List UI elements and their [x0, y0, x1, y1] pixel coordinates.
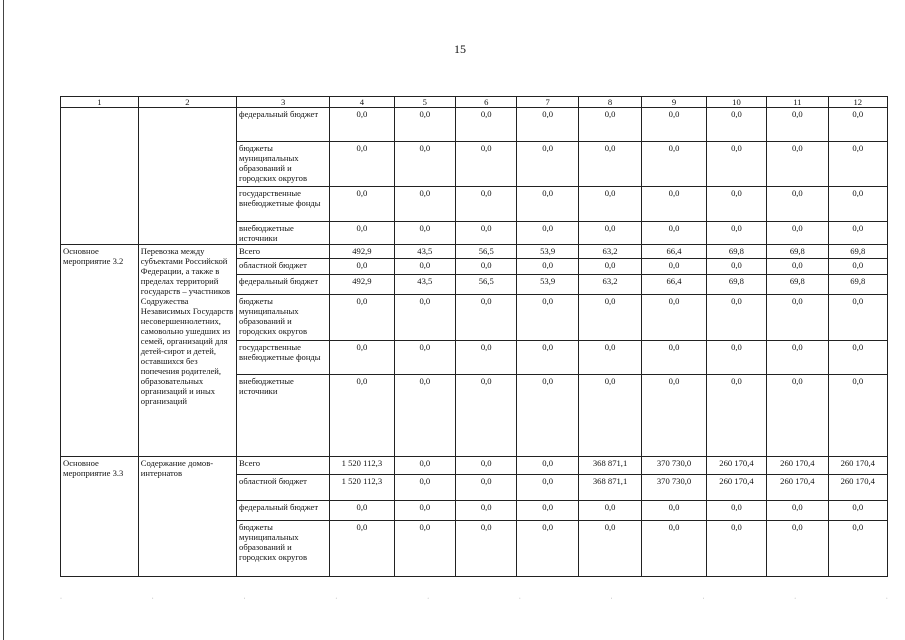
amount-cell: 0,0	[456, 142, 517, 187]
amount-cell: 0,0	[456, 341, 517, 375]
amount-cell: 260 170,4	[828, 457, 887, 475]
funding-source: внебюджетные источники	[237, 222, 330, 245]
table-row	[61, 245, 888, 259]
amount-cell: 0,0	[828, 108, 887, 142]
amount-cell: 69,8	[767, 275, 828, 295]
amount-cell: 0,0	[456, 375, 517, 457]
column-header: 2	[138, 97, 236, 108]
amount-cell: 368 871,1	[578, 457, 641, 475]
amount-cell: 0,0	[394, 475, 455, 501]
funding-source: государственные внебюджетные фонды	[237, 187, 330, 222]
amount-cell: 69,8	[828, 275, 887, 295]
amount-cell: 0,0	[767, 108, 828, 142]
amount-cell: 0,0	[394, 501, 455, 521]
amount-cell: 0,0	[706, 521, 766, 577]
amount-cell: 0,0	[517, 108, 578, 142]
amount-cell: 0,0	[578, 521, 641, 577]
funding-source: областной бюджет	[237, 259, 330, 275]
amount-cell: 0,0	[394, 341, 455, 375]
amount-cell: 0,0	[394, 187, 455, 222]
amount-cell: 53,9	[517, 275, 578, 295]
funding-source: внебюджетные источники	[237, 375, 330, 457]
amount-cell: 0,0	[706, 501, 766, 521]
amount-cell: 368 871,1	[578, 475, 641, 501]
funding-source: бюджеты муниципальных образований и городских округов	[237, 295, 330, 341]
amount-cell: 0,0	[642, 142, 706, 187]
amount-cell: 0,0	[330, 295, 394, 341]
amount-cell: 260 170,4	[706, 457, 766, 475]
amount-cell: 260 170,4	[828, 475, 887, 501]
amount-cell: 0,0	[517, 341, 578, 375]
amount-cell: 0,0	[828, 521, 887, 577]
amount-cell: 0,0	[394, 375, 455, 457]
column-number-row	[61, 97, 888, 108]
amount-cell: 260 170,4	[767, 475, 828, 501]
measure-code-empty	[61, 108, 139, 245]
amount-cell: 0,0	[330, 259, 394, 275]
column-header: 6	[456, 97, 517, 108]
amount-cell: 0,0	[578, 222, 641, 245]
amount-cell: 43,5	[394, 245, 455, 259]
amount-cell: 69,8	[706, 275, 766, 295]
column-header: 11	[767, 97, 828, 108]
scan-edge-marks: · · · · · · · · · ·	[60, 596, 888, 602]
amount-cell: 0,0	[828, 295, 887, 341]
amount-cell: 0,0	[642, 341, 706, 375]
amount-cell: 69,8	[706, 245, 766, 259]
column-header: 3	[237, 97, 330, 108]
amount-cell: 0,0	[578, 142, 641, 187]
column-header: 10	[706, 97, 766, 108]
amount-cell: 0,0	[456, 501, 517, 521]
amount-cell: 1 520 112,3	[330, 475, 394, 501]
amount-cell: 0,0	[642, 108, 706, 142]
column-header: 9	[642, 97, 706, 108]
funding-source: федеральный бюджет	[237, 108, 330, 142]
column-header: 5	[394, 97, 455, 108]
amount-cell: 0,0	[330, 341, 394, 375]
amount-cell: 0,0	[330, 501, 394, 521]
amount-cell: 0,0	[394, 457, 455, 475]
amount-cell: 0,0	[330, 521, 394, 577]
measure-name-empty	[138, 108, 236, 245]
amount-cell: 0,0	[517, 295, 578, 341]
amount-cell: 0,0	[642, 521, 706, 577]
amount-cell: 0,0	[517, 259, 578, 275]
amount-cell: 0,0	[456, 187, 517, 222]
amount-cell: 63,2	[578, 275, 641, 295]
amount-cell: 0,0	[517, 375, 578, 457]
amount-cell: 0,0	[828, 501, 887, 521]
amount-cell: 0,0	[642, 295, 706, 341]
amount-cell: 0,0	[456, 108, 517, 142]
amount-cell: 0,0	[828, 341, 887, 375]
amount-cell: 0,0	[517, 475, 578, 501]
table-row	[61, 457, 888, 475]
amount-cell: 0,0	[394, 222, 455, 245]
funding-source: Всего	[237, 245, 330, 259]
amount-cell: 0,0	[767, 187, 828, 222]
page-number: 15	[454, 42, 466, 56]
amount-cell: 0,0	[767, 521, 828, 577]
amount-cell: 0,0	[456, 457, 517, 475]
amount-cell: 0,0	[706, 295, 766, 341]
amount-cell: 0,0	[394, 295, 455, 341]
measure-code: Основное мероприятие 3.3	[61, 457, 139, 577]
amount-cell: 69,8	[828, 245, 887, 259]
amount-cell: 0,0	[330, 375, 394, 457]
amount-cell: 63,2	[578, 245, 641, 259]
amount-cell: 0,0	[517, 501, 578, 521]
amount-cell: 0,0	[330, 187, 394, 222]
amount-cell: 0,0	[706, 187, 766, 222]
amount-cell: 492,9	[330, 245, 394, 259]
table-row	[61, 108, 888, 142]
amount-cell: 0,0	[517, 521, 578, 577]
funding-source: государственные внебюджетные фонды	[237, 341, 330, 375]
amount-cell: 0,0	[767, 142, 828, 187]
column-header: 4	[330, 97, 394, 108]
amount-cell: 0,0	[767, 341, 828, 375]
amount-cell: 0,0	[456, 222, 517, 245]
amount-cell: 0,0	[706, 142, 766, 187]
amount-cell: 0,0	[517, 222, 578, 245]
column-header: 1	[61, 97, 139, 108]
amount-cell: 56,5	[456, 245, 517, 259]
amount-cell: 0,0	[706, 222, 766, 245]
funding-source: федеральный бюджет	[237, 501, 330, 521]
amount-cell: 260 170,4	[706, 475, 766, 501]
amount-cell: 0,0	[578, 108, 641, 142]
amount-cell: 0,0	[578, 501, 641, 521]
amount-cell: 0,0	[394, 259, 455, 275]
funding-source: бюджеты муниципальных образований и городских округов	[237, 521, 330, 577]
amount-cell: 0,0	[828, 187, 887, 222]
amount-cell: 0,0	[394, 108, 455, 142]
amount-cell: 69,8	[767, 245, 828, 259]
amount-cell: 0,0	[642, 259, 706, 275]
amount-cell: 0,0	[330, 108, 394, 142]
amount-cell: 0,0	[517, 457, 578, 475]
amount-cell: 0,0	[706, 375, 766, 457]
amount-cell: 66,4	[642, 245, 706, 259]
amount-cell: 0,0	[394, 521, 455, 577]
amount-cell: 0,0	[517, 142, 578, 187]
funding-source: федеральный бюджет	[237, 275, 330, 295]
amount-cell: 0,0	[828, 222, 887, 245]
amount-cell: 0,0	[706, 259, 766, 275]
amount-cell: 0,0	[330, 142, 394, 187]
amount-cell: 0,0	[767, 259, 828, 275]
amount-cell: 0,0	[767, 501, 828, 521]
amount-cell: 0,0	[330, 222, 394, 245]
amount-cell: 53,9	[517, 245, 578, 259]
funding-source: областной бюджет	[237, 475, 330, 501]
measure-name: Содержание домов-интернатов	[138, 457, 236, 577]
amount-cell: 0,0	[706, 108, 766, 142]
amount-cell: 260 170,4	[767, 457, 828, 475]
table-body	[61, 108, 888, 577]
amount-cell: 43,5	[394, 275, 455, 295]
amount-cell: 0,0	[517, 187, 578, 222]
amount-cell: 0,0	[642, 187, 706, 222]
amount-cell: 0,0	[578, 375, 641, 457]
amount-cell: 0,0	[456, 259, 517, 275]
amount-cell: 0,0	[828, 375, 887, 457]
amount-cell: 0,0	[578, 259, 641, 275]
amount-cell: 66,4	[642, 275, 706, 295]
column-header: 8	[578, 97, 641, 108]
amount-cell: 0,0	[767, 295, 828, 341]
amount-cell: 0,0	[394, 142, 455, 187]
amount-cell: 0,0	[767, 222, 828, 245]
amount-cell: 0,0	[456, 295, 517, 341]
amount-cell: 0,0	[642, 222, 706, 245]
amount-cell: 0,0	[456, 521, 517, 577]
amount-cell: 370 730,0	[642, 475, 706, 501]
amount-cell: 0,0	[642, 501, 706, 521]
amount-cell: 0,0	[578, 187, 641, 222]
amount-cell: 0,0	[828, 259, 887, 275]
funding-source: Всего	[237, 457, 330, 475]
column-header: 7	[517, 97, 578, 108]
amount-cell: 0,0	[642, 375, 706, 457]
amount-cell: 56,5	[456, 275, 517, 295]
budget-table	[60, 96, 888, 577]
amount-cell: 0,0	[578, 341, 641, 375]
amount-cell: 0,0	[578, 295, 641, 341]
amount-cell: 0,0	[767, 375, 828, 457]
measure-name: Перевозка между субъектами Российской Федерации, а также в пределах территорий государств – участников Содружества Независимых Государств несовершеннолетних, самовольно ушедших из семей, организаций для детей-сирот и детей, оставшихся без попечения родителей, образовательных организаций и иных организаций	[138, 245, 236, 457]
amount-cell: 1 520 112,3	[330, 457, 394, 475]
amount-cell: 0,0	[456, 475, 517, 501]
column-header: 12	[828, 97, 887, 108]
funding-source: бюджеты муниципальных образований и городских округов	[237, 142, 330, 187]
amount-cell: 492,9	[330, 275, 394, 295]
measure-code: Основное мероприятие 3.2	[61, 245, 139, 457]
left-margin-rule	[3, 0, 4, 640]
amount-cell: 0,0	[706, 341, 766, 375]
amount-cell: 370 730,0	[642, 457, 706, 475]
amount-cell: 0,0	[828, 142, 887, 187]
